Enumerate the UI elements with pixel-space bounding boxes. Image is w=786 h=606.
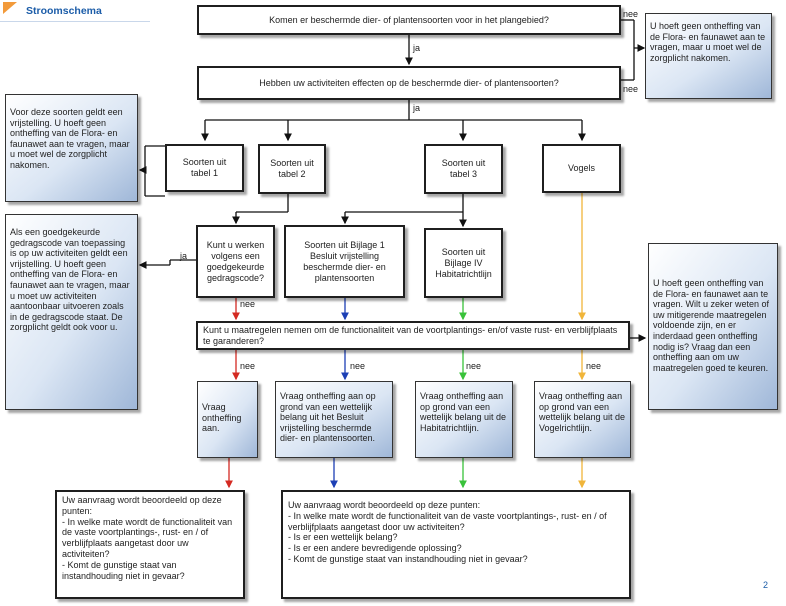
question-species-present-text: Komen er beschermde dier- of plantensoorten voor in het plangebied? — [269, 14, 549, 25]
assessment-right — [281, 490, 631, 599]
assessment-right-points — [288, 511, 624, 565]
label-nee-q2: nee — [623, 84, 639, 94]
request-habitatrichtlijn-text: Vraag ontheffing aan op grond van een wettelijk belang uit de Habitatrichtlijn. — [420, 391, 507, 433]
label-nee-q4-red: nee — [240, 361, 256, 371]
info-maatregelen — [648, 243, 778, 410]
info-no-exemption-top — [645, 13, 772, 99]
category-bijlage-1 — [284, 225, 405, 298]
category-tabel-1-text: Soorten uit tabel 1 — [182, 157, 227, 178]
label-nee-q4-orange: nee — [586, 361, 602, 371]
label-nee-q4-blue: nee — [350, 361, 366, 371]
category-vogels — [542, 144, 621, 193]
info-maatregelen-text: U hoeft geen ontheffing van de Flora- en faunawet aan te vragen. Wilt u zeker weten of uw mitigerende maatregelen voldoende zijn, en er inderdaad geen ontheffing nodig is? Vraag dan een ontheffing aan om uw maatregelen goed te keuren. — [653, 278, 770, 373]
category-tabel-2 — [258, 144, 326, 194]
request-besluit-vrijstelling — [275, 381, 393, 458]
question-gedragscode-text: Kunt u werken volgens een goedgekeurde gedragscode? — [206, 239, 265, 283]
question-maatregelen — [196, 321, 630, 350]
request-ontheffing-text: Vraag ontheffing aan. — [202, 402, 242, 434]
question-species-present — [197, 5, 621, 35]
assessment-right-point: - Is er een andere bevredigende oplossing? — [288, 543, 462, 554]
assessment-left-point: - Komt de gunstige staat van instandhouding niet in gevaar? — [62, 559, 185, 581]
header-underline — [0, 21, 150, 22]
request-ontheffing — [197, 381, 258, 458]
question-activity-effects — [197, 66, 621, 100]
category-bijlage-1-text: Soorten uit Bijlage 1 Besluit vrijstelling beschermde dier- en plantensoorten — [303, 239, 386, 283]
label-ja-q2: ja — [413, 103, 421, 113]
assessment-right-intro: Uw aanvraag wordt beoordeeld op deze punten: — [288, 500, 481, 510]
category-bijlage-iv-text: Soorten uit Bijlage IV Habitatrichtlijn — [435, 246, 492, 279]
info-no-exemption-top-text: U hoeft geen ontheffing van de Flora- en faunawet aan te vragen, maar u moet wel de zorgplicht nakomen. — [650, 21, 766, 63]
info-exemption-tabel1 — [5, 94, 138, 202]
label-ja-q3: ja — [180, 251, 188, 261]
assessment-right-point: - In welke mate wordt de functionaliteit van de vaste voortplantings-, rust- en / of verblijfplaats aangetast door uw activiteiten? — [288, 510, 607, 532]
assessment-left-intro: Uw aanvraag wordt beoordeeld op deze punten: — [62, 495, 222, 516]
category-tabel-3 — [424, 144, 503, 194]
label-ja-q1: ja — [413, 43, 421, 53]
info-gedragscode — [5, 214, 138, 410]
page-title: Stroomschema — [26, 5, 102, 17]
assessment-left — [55, 490, 245, 599]
category-bijlage-iv — [424, 228, 503, 298]
category-tabel-3-text: Soorten uit tabel 3 — [441, 158, 486, 179]
category-tabel-1 — [165, 144, 244, 192]
question-activity-effects-text: Hebben uw activiteiten effecten op de beschermde dier- of plantensoorten? — [259, 77, 559, 88]
page-number: 2 — [762, 580, 768, 590]
category-vogels-text: Vogels — [567, 163, 596, 173]
request-vogelrichtlijn — [534, 381, 631, 458]
request-vogelrichtlijn-text: Vraag ontheffing aan op grond van een wettelijk belang uit de Vogelrichtlijn. — [539, 391, 626, 433]
info-exemption-tabel1-text: Voor deze soorten geldt een vrijstelling. U hoeft geen ontheffing van de Flora- en faunawet aan te vragen, maar u moet wel de zorgplicht nakomen. — [10, 107, 130, 170]
assessment-left-points — [62, 517, 238, 582]
assessment-left-point: - In welke mate wordt de functionaliteit van de vaste voortplantings-, rust- en / of verblijfplaats aangetast door uw activiteiten? — [62, 516, 233, 559]
assessment-right-point: - Is er een wettelijk belang? — [288, 532, 398, 543]
category-tabel-2-text: Soorten uit tabel 2 — [270, 158, 314, 179]
header-triangle-icon — [3, 2, 17, 14]
label-nee-q3: nee — [240, 299, 256, 309]
label-nee-q4-green: nee — [466, 361, 482, 371]
question-gedragscode — [196, 225, 275, 298]
info-gedragscode-text: Als een goedgekeurde gedragscode van toepassing is op uw activiteiten geldt een vrijstelling. U hoeft geen ontheffing van de Flora- en faunawet aan te vragen, maar u moet uw activiteiten aantoonbaar uitvoeren zoals in de gedragscode staat. De zorgplicht geldt ook voor u. — [10, 227, 130, 333]
assessment-right-point: - Komt de gunstige staat van instandhouding niet in gevaar? — [288, 553, 528, 564]
label-nee-q1: nee — [623, 9, 639, 19]
request-habitatrichtlijn — [415, 381, 513, 458]
request-besluit-vrijstelling-text: Vraag ontheffing aan op grond van een wettelijk belang uit het Besluit vrijstelling beschermde dier- en plantensoorten. — [280, 391, 376, 444]
question-maatregelen-text: Kunt u maatregelen nemen om de functionaliteit van de voortplantings- en/of vaste rust- en verblijfplaats te garanderen? — [203, 325, 618, 346]
